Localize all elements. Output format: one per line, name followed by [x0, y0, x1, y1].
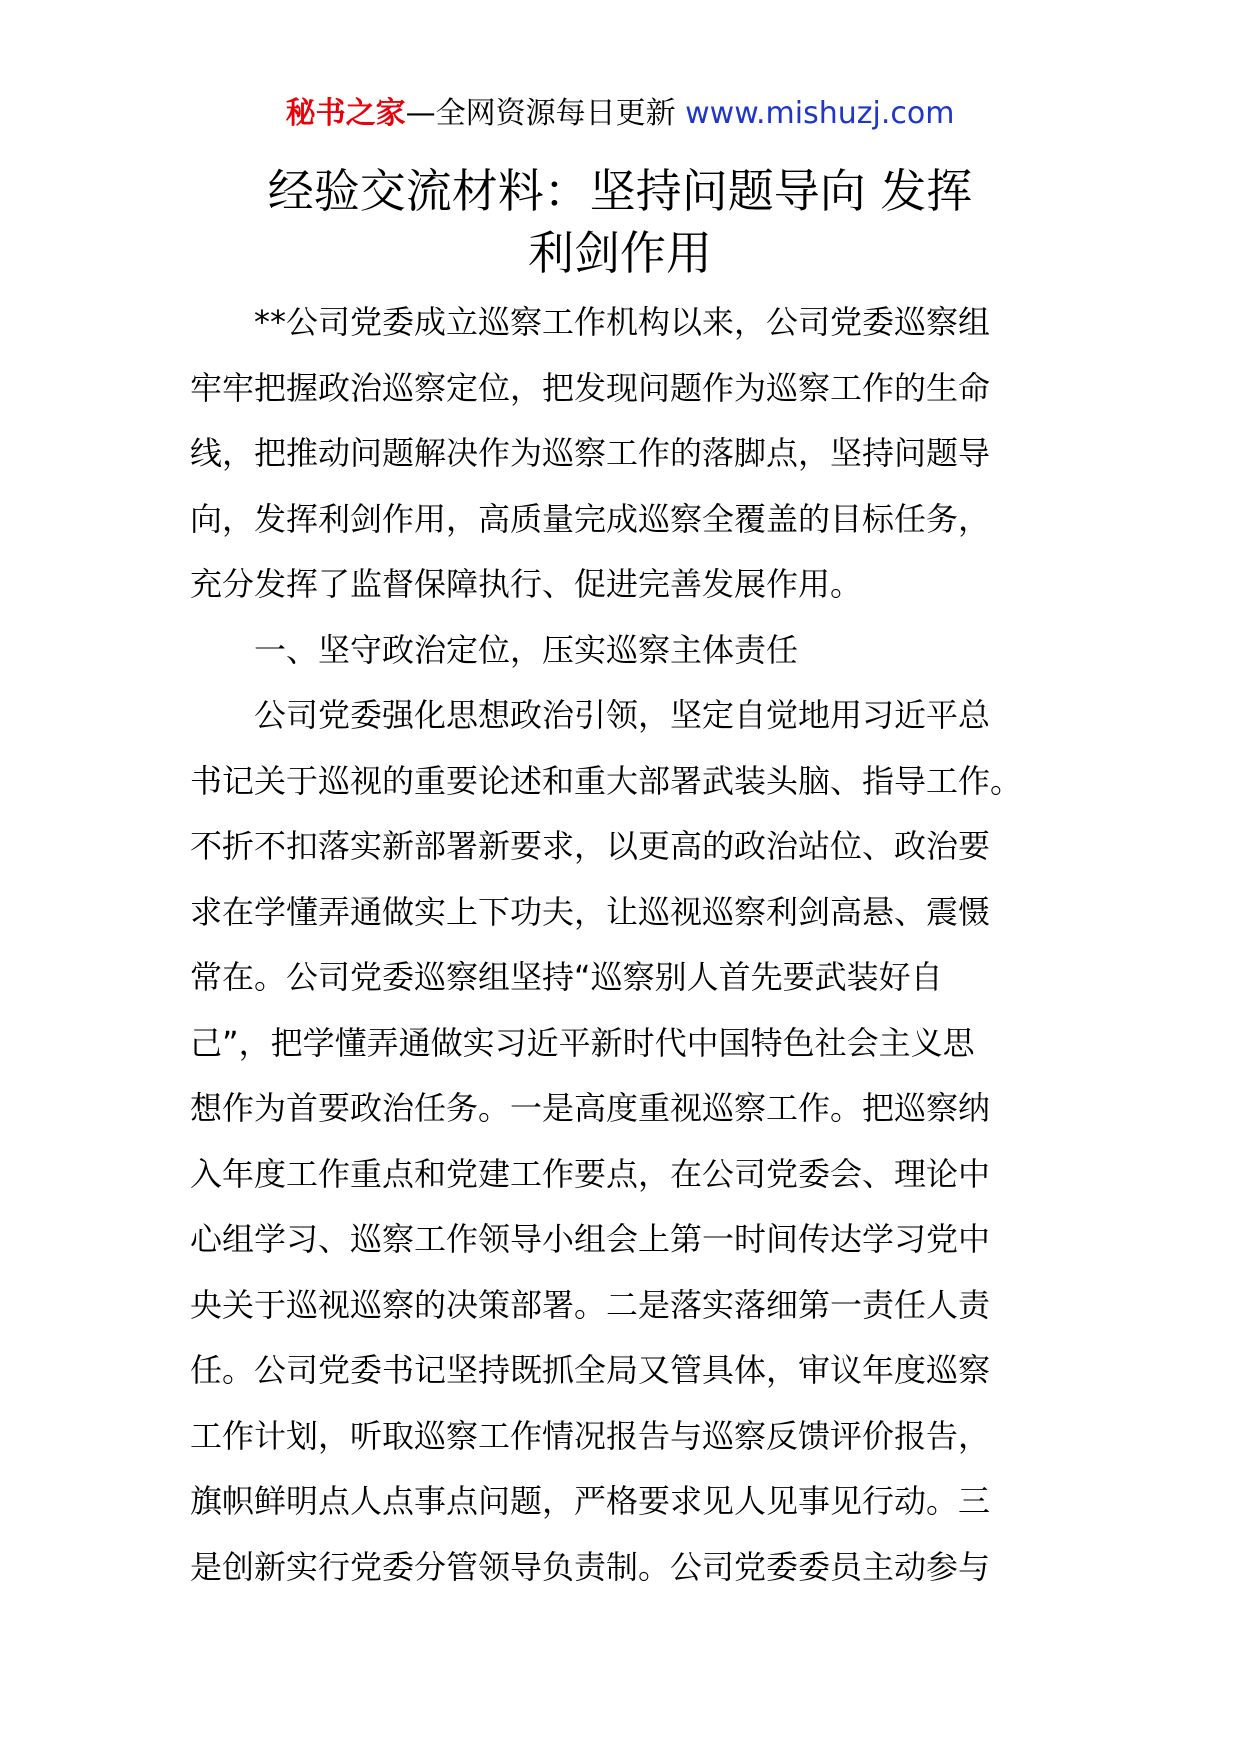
body-line: 工作计划，听取巡察工作情况报告与巡察反馈评价报告，	[190, 1416, 991, 1455]
document-title	[0, 160, 1240, 284]
body-line: 入年度工作重点和党建工作要点，在公司党委会、理论中	[190, 1154, 991, 1193]
body-line: 不折不扣落实新部署新要求，以更高的政治站位、政治要	[190, 827, 991, 865]
header-tagline: —全网资源每日更新	[405, 96, 686, 131]
site-header	[0, 92, 1240, 136]
body-line: 常在。公司党委巡察组坚持“巡察别人首先要武装好自	[190, 958, 943, 996]
body-line: 书记关于巡视的重要论述和重大部署武装头脑、指导工作。	[190, 761, 1023, 800]
body-line: 求在学懂弄通做实上下功夫，让巡视巡察利剑高悬、震慑	[190, 892, 991, 931]
section-heading: 一、坚守政治定位，压实巡察主体责任	[254, 630, 799, 669]
body-line: 向，发挥利剑作用，高质量完成巡察全覆盖的目标任务，	[190, 499, 991, 538]
body-line: 公司党委强化思想政治引领，坚定自觉地用习近平总	[254, 696, 991, 734]
body-line: 旗帜鲜明点人点事点问题，严格要求见人见事见行动。三	[190, 1482, 991, 1520]
body-line: 任。公司党委书记坚持既抓全局又管具体，审议年度巡察	[190, 1351, 991, 1389]
body-line: 是创新实行党委分管领导负责制。公司党委委员主动参与	[190, 1547, 991, 1586]
body-line: 心组学习、巡察工作领导小组会上第一时间传达学习党中	[190, 1220, 991, 1258]
title-line-1: 经验交流材料：坚持问题导向 发挥	[267, 164, 973, 218]
body-line: 央关于巡视巡察的决策部署。二是落实落细第一责任人责	[190, 1285, 991, 1324]
body-line: 充分发挥了监督保障执行、促进完善发展作用。	[190, 565, 863, 603]
brand-name: 秘书之家	[285, 96, 406, 131]
title-line-2: 利剑作用	[528, 226, 712, 280]
body-line: 牢牢把握政治巡察定位，把发现问题作为巡察工作的生命	[190, 368, 991, 407]
body-line: 想作为首要政治任务。一是高度重视巡察工作。把巡察纳	[190, 1089, 991, 1127]
document-body	[190, 290, 1070, 1600]
body-line: 己”，把学懂弄通做实习近平新时代中国特色社会主义思	[190, 1023, 975, 1062]
site-url[interactable]: www.mishuzj.com	[685, 96, 955, 131]
body-line: **公司党委成立巡察工作机构以来，公司党委巡察组	[254, 303, 991, 341]
body-line: 线，把推动问题解决作为巡察工作的落脚点，坚持问题导	[190, 434, 991, 472]
